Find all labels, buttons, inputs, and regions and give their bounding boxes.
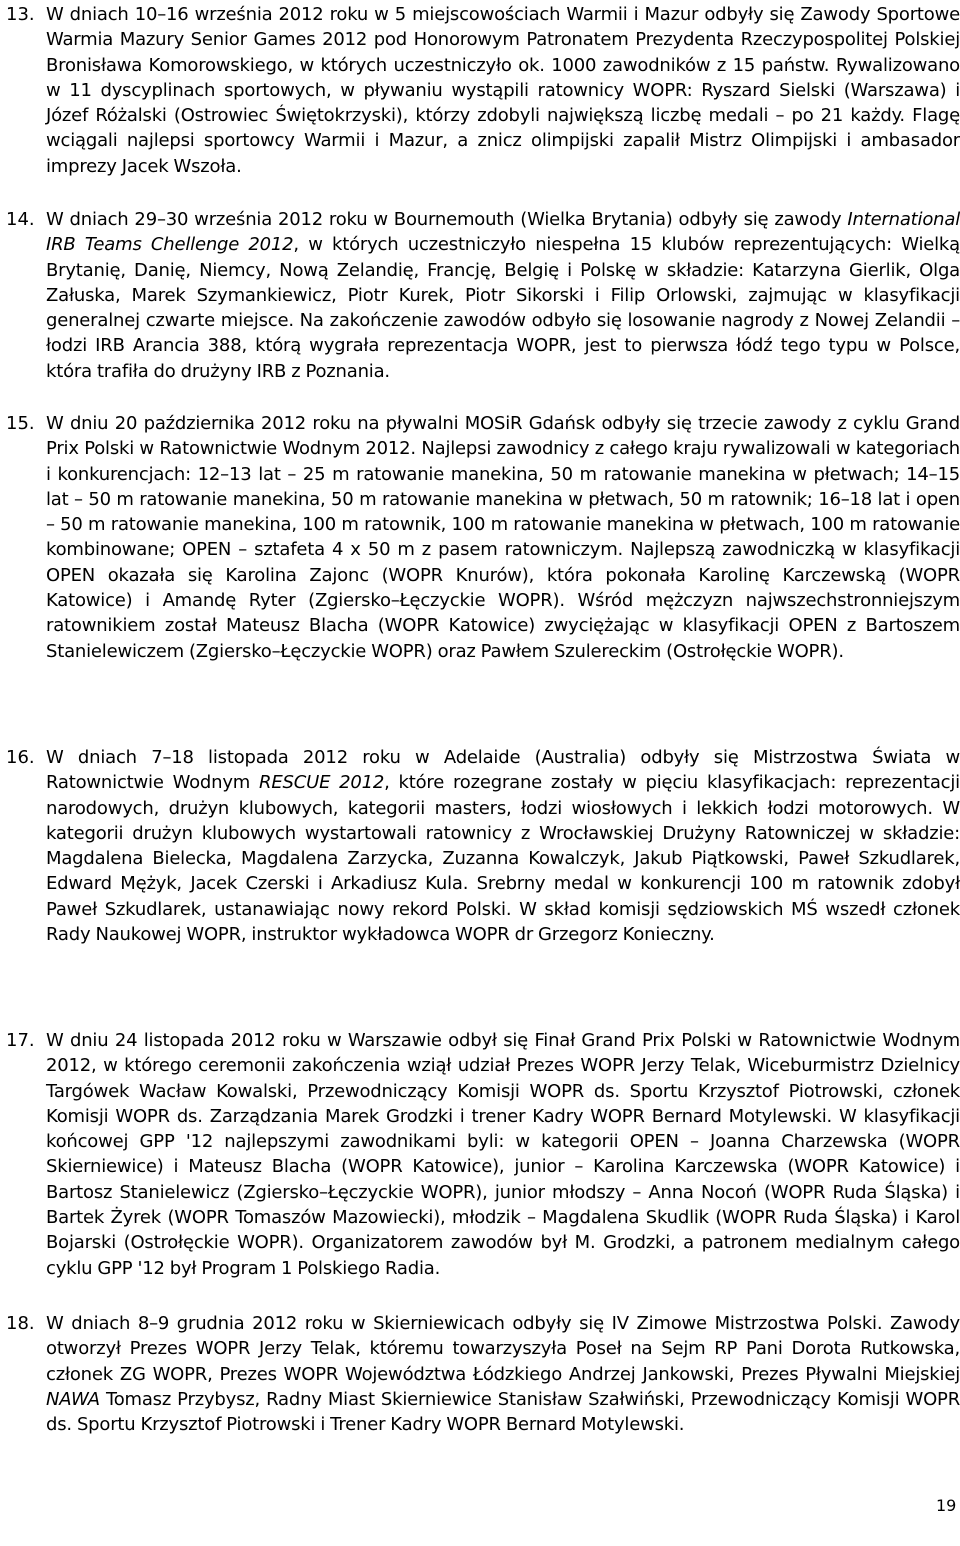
item-number: 13. — [6, 4, 35, 25]
item-text: W dniach 10–16 września 2012 roku w 5 miejscowościach Warmii i Mazur odbyły się Zawody Sportowe Warmia Mazury Senior Games 2012 pod Honorowym Patronatem Prezydenta Rzeczypospolitej Polskiej Bronisława Komorowskiego, w których uczestniczyło ok. 1000 zawodników z 15 państw. Rywalizowano w 11 dyscyplinach sportowych, w pływaniu wystąpili ratownicy WOPR: Ryszard Sielski (Warszawa) i Józef Różalski (Ostrowiec Świętokrzyski), którzy zdobyli największą liczbę medali – po 21 każdy. Flagę wciągali najlepsi sportowcy Warmii i Mazur, a znicz olimpijski zapalił Mistrz Olimpijski i ambasador imprezy Jacek Wszoła. — [46, 4, 960, 177]
pool-name: NAWA — [46, 1388, 100, 1410]
list-item — [0, 411, 960, 664]
event-name: International IRB Teams Chellenge 2012 — [46, 209, 960, 256]
item-text: W dniach 7–18 listopada 2012 roku w Adelaide (Australia) odbyły się Mistrzostwa Świata w Ratownictwie Wodnym RESCUE 2012, które rozegrane zostały w pięciu klasyfikacjach: reprezentacji narodowych, drużyn klubowych, kategorii masters, łodzi wiosłowych i lekkich łodzi motorowych. W kategorii drużyn klubowych wystartowali ratownicy z Wrocławskiej Drużyny Ratowniczej w składzie: Magdalena Bielecka, Magdalena Zarzycka, Zuzanna Kowalczyk, Jakub Piątkowski, Paweł Szkudlarek, Edward Mężyk, Jacek Czerski i Arkadiusz Kula. Srebrny medal w konkurencji 100 m ratownik zdobył Paweł Szkudlarek, ustanawiając nowy rekord Polski. W skład komisji sędziowskich MŚ wszedł członek Rady Naukowej WOPR, instruktor wykładowca WOPR dr Grzegorz Konieczny. — [46, 747, 960, 946]
item-text: W dniach 29–30 września 2012 roku w Bournemouth (Wielka Brytania) odbyły się zawody International IRB Teams Chellenge 2012, w których uczestniczyło niespełna 15 klubów reprezentujących: Wielką Brytanię, Danię, Niemcy, Nową Zelandię, Francję, Belgię i Polskę w składzie: Katarzyna Gierlik, Olga Załuska, Marek Szymankiewicz, Piotr Kurek, Piotr Sikorski i Filip Orlowski, zajmując w klasyfikacji generalnej czwarte miejsce. Na zakończenie zawodów odbyło się losowanie nagrody z Nowej Zelandii – łodzi IRB Arancia 388, którą wygrała reprezentacja WOPR, jest to pierwsza łódź tego typu w Polsce, która trafiła do drużyny IRB z Poznania. — [46, 209, 960, 382]
list-item — [0, 1028, 960, 1281]
item-number: 18. — [6, 1313, 35, 1334]
list-item — [0, 207, 960, 384]
item-number: 17. — [6, 1030, 35, 1051]
item-number: 16. — [6, 747, 35, 768]
list-item — [0, 1311, 960, 1437]
event-name: RESCUE 2012 — [259, 772, 385, 794]
item-number: 14. — [6, 209, 35, 230]
list-item — [0, 745, 960, 947]
page-number: 19 — [936, 1496, 957, 1515]
item-text: W dniu 24 listopada 2012 roku w Warszawie odbył się Finał Grand Prix Polski w Ratownictwie Wodnym 2012, w którego ceremonii zakończenia wziął udział Prezes WOPR Jerzy Telak, Wiceburmistrz Dzielnicy Targówek Wacław Kowalski, Przewodniczący Komisji WOPR ds. Sportu Krzysztof Piotrowski, członek Komisji WOPR ds. Zarządzania Marek Grodzki i trener Kadry WOPR Bernard Motylewski. W klasyfikacji końcowej GPP '12 najlepszymi zawodnikami byli: w kategorii OPEN – Joanna Charzewska (WOPR Skierniewice) i Mateusz Blacha (WOPR Katowice), junior – Karolina Karczewska (WOPR Katowice) i Bartosz Stanielewicz (Zgiersko–Łęczyckie WOPR), junior młodszy – Anna Nocoń (WOPR Ruda Śląska) i Bartek Żyrek (WOPR Tomaszów Mazowiecki), młodzik – Magdalena Skudlik (WOPR Ruda Śląska) i Karol Bojarski (Ostrołęckie WOPR). Organizatorem zawodów był M. Grodzki, a patronem medialnym całego cyklu GPP '12 był Program 1 Polskiego Radia. — [46, 1030, 960, 1279]
item-text: W dniach 8–9 grudnia 2012 roku w Skierniewicach odbyły się IV Zimowe Mistrzostwa Polski. Zawody otworzył Prezes WOPR Jerzy Telak, któremu towarzyszyła Poseł na Sejm RP Pani Dorota Rutkowska, członek ZG WOPR, Prezes WOPR Województwa Łódzkiego Andrzej Jankowski, Prezes Pływalni Miejskiej NAWA Tomasz Przybysz, Radny Miast Skierniewice Stanisław Szałwiński, Przewodniczący Komisji WOPR ds. Sportu Krzysztof Piotrowski i Trener Kadry WOPR Bernard Motylewski. — [46, 1313, 960, 1436]
list-item — [0, 2, 960, 179]
item-text: W dniu 20 października 2012 roku na pływalni MOSiR Gdańsk odbyły się trzecie zawody z cyklu Grand Prix Polski w Ratownictwie Wodnym 2012. Najlepsi zawodnicy z całego kraju rywalizowali w kategoriach i konkurencjach: 12–13 lat – 25 m ratowanie manekina, 50 m ratowanie manekina w płetwach; 14–15 lat – 50 m ratowanie manekina, 50 m ratowanie manekina w płetwach, 50 m ratownik; 16–18 lat i open – 50 m ratowanie manekina, 100 m ratownik, 100 m ratowanie manekina w płetwach, 100 m ratowanie kombinowane; OPEN – sztafeta 4 x 50 m z pasem ratowniczym. Najlepszą zawodniczką w klasyfikacji OPEN okazała się Karolina Zajonc (WOPR Knurów), która pokonała Karolinę Karczewską (WOPR Katowice) i Amandę Ryter (Zgiersko–Łęczyckie WOPR). Wśród mężczyzn najwszechstronniejszym ratownikiem został Mateusz Blacha (WOPR Katowice) zwyciężając w klasyfikacji OPEN z Bartoszem Stanielewiczem (Zgiersko–Łęczyckie WOPR) oraz Pawłem Szulereckim (Ostrołęckie WOPR). — [46, 413, 960, 662]
item-number: 15. — [6, 413, 35, 434]
